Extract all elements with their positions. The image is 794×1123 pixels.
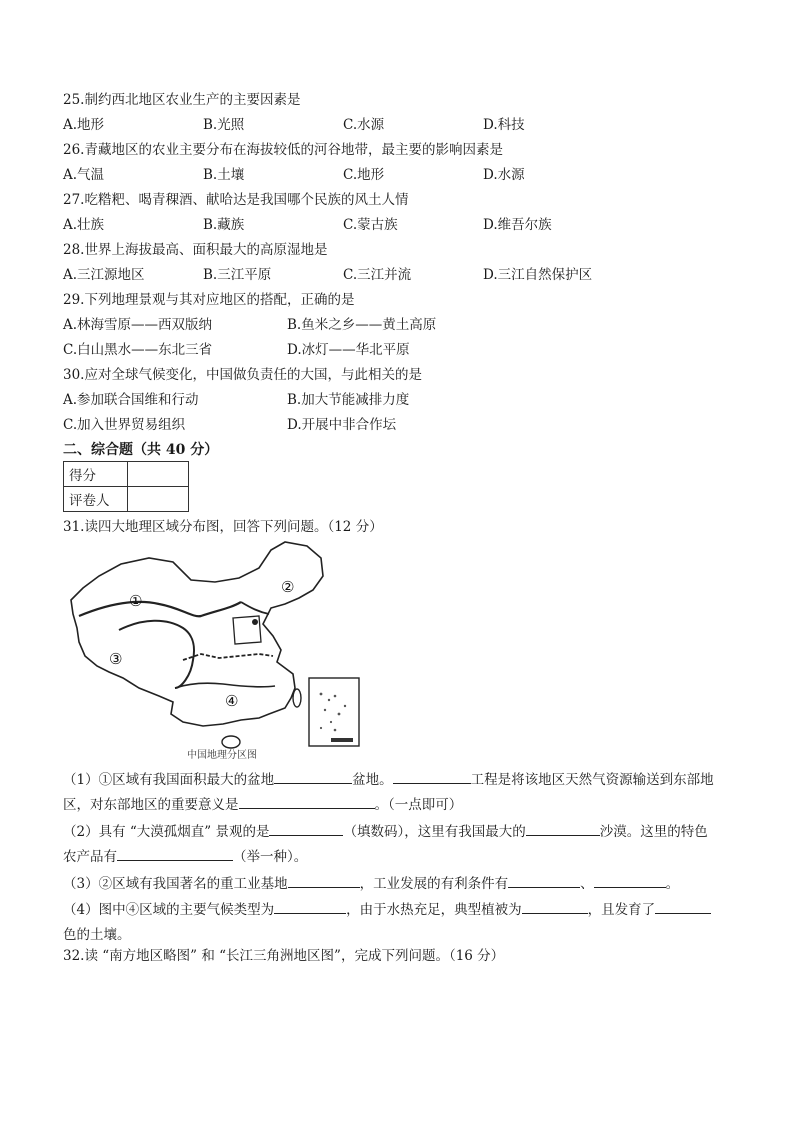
q31-p4-text-b: ，由于水热充足，典型植被为 <box>346 902 522 918</box>
q30-option-c: C.加入世界贸易组织 <box>63 417 186 433</box>
q31-part1 <box>63 768 733 818</box>
q29-option-d: D.冰灯——华北平原 <box>287 342 410 358</box>
q31-stem: 31.读四大地理区域分布图，回答下列问题。（12 分） <box>63 519 383 535</box>
q28-option-c: C.三江并流 <box>343 267 412 283</box>
q25-option-a: A.地形 <box>63 117 105 133</box>
grader-label: 评卷人 <box>64 487 128 512</box>
blank-product[interactable] <box>117 846 233 861</box>
q25-option-d: D.科技 <box>483 117 525 133</box>
q31-p2-text-d: 农产品有 <box>63 849 117 865</box>
q26-option-c: C.地形 <box>343 167 385 183</box>
q31-part3 <box>63 872 733 897</box>
q29-stem: 29.下列地理景观与其对应地区的搭配，正确的是 <box>63 292 355 308</box>
region-label-4: ④ <box>225 692 239 710</box>
blank-industrial-base[interactable] <box>288 873 360 888</box>
blank-significance[interactable] <box>239 794 375 809</box>
q26-option-b: B.土壤 <box>203 167 245 183</box>
hainan-island <box>222 736 240 748</box>
q31-p4-text-c: ，且发育了 <box>587 902 656 918</box>
q30-option-d: D.开展中非合作坛 <box>287 417 397 433</box>
q31-p3-text-a: （3）②区域有我国著名的重工业基地 <box>63 876 288 892</box>
q31-p1-text-a: （1）①区域有我国面积最大的盆地 <box>63 772 275 788</box>
blank-vegetation[interactable] <box>522 899 588 914</box>
q30-option-a: A.参加联合国维和行动 <box>63 392 199 408</box>
q31-p1-text-b: 盆地。 <box>352 772 393 788</box>
map-caption: 中国地理分区图 <box>187 750 257 761</box>
q31-p1-text-e: 。（一点即可） <box>374 797 463 813</box>
q27-option-d: D.维吾尔族 <box>483 217 552 233</box>
grader-cell <box>128 487 189 512</box>
score-table <box>63 461 189 512</box>
q25-option-b: B.光照 <box>203 117 245 133</box>
q29-option-c: C.白山黑水——东北三省 <box>63 342 213 358</box>
q25-option-c: C.水源 <box>343 117 385 133</box>
q31-p3-text-d: 。 <box>665 876 680 892</box>
beijing-marker <box>252 619 258 625</box>
score-cell <box>128 462 189 487</box>
section-heading: 二、综合题（共 40 分） <box>63 442 219 458</box>
taiwan-island <box>293 689 301 707</box>
q25-stem: 25.制约西北地区农业生产的主要因素是 <box>63 92 301 108</box>
q31-p1-text-d: 区，对东部地区的重要意义是 <box>63 797 239 813</box>
q31-p2-text-b: （填数码），这里有我国最大的 <box>343 824 526 840</box>
china-outline <box>71 542 323 726</box>
region-label-2: ② <box>281 578 295 596</box>
q27-option-b: B.藏族 <box>203 217 245 233</box>
q28-stem: 28.世界上海拔最高、面积最大的高原湿地是 <box>63 242 328 258</box>
region-label-1: ① <box>129 592 143 610</box>
blank-desert[interactable] <box>526 821 600 836</box>
q31-p2-text-e: （举一种）。 <box>233 849 308 865</box>
q31-p1-text-c: 工程是将该地区天然气资源输送到东部地 <box>470 772 714 788</box>
q30-option-b: B.加大节能减排力度 <box>287 392 410 408</box>
q31-p2-text-a: （2）具有 “大漠孤烟直” 景观的是 <box>63 824 270 840</box>
south-china-sea-inset <box>309 678 359 746</box>
q27-option-a: A.壮族 <box>63 217 105 233</box>
china-region-map <box>63 538 365 764</box>
q27-stem: 27.吃糌粑、喝青稞酒、献哈达是我国哪个民族的风土人情 <box>63 192 409 208</box>
blank-condition-2[interactable] <box>594 873 666 888</box>
q26-stem: 26.青藏地区的农业主要分布在海拔较低的河谷地带，最主要的影响因素是 <box>63 142 503 158</box>
q31-part4 <box>63 898 733 948</box>
q31-part2 <box>63 820 733 870</box>
q31-p4-text-a: （4）图中④区域的主要气候类型为 <box>63 902 275 918</box>
blank-basin[interactable] <box>274 769 352 784</box>
q28-option-d: D.三江自然保护区 <box>483 267 593 283</box>
score-label: 得分 <box>64 462 128 487</box>
blank-soil-color[interactable] <box>655 899 711 914</box>
q28-option-b: B.三江平原 <box>203 267 272 283</box>
blank-region-number[interactable] <box>269 821 343 836</box>
q29-option-a: A.林海雪原——西双版纳 <box>63 317 213 333</box>
inset-scale-bar <box>331 738 353 742</box>
q30-stem: 30.应对全球气候变化，中国做负责任的大国，与此相关的是 <box>63 367 422 383</box>
q31-p3-text-b: ，工业发展的有利条件有 <box>359 876 509 892</box>
region-label-3: ③ <box>109 650 123 668</box>
blank-condition-1[interactable] <box>508 873 580 888</box>
q31-p2-text-c: 沙漠。这里的特色 <box>599 824 708 840</box>
q29-option-b: B.鱼米之乡——黄土高原 <box>287 317 437 333</box>
q26-option-a: A.气温 <box>63 167 105 183</box>
q27-option-c: C.蒙古族 <box>343 217 398 233</box>
q28-option-a: A.三江源地区 <box>63 267 145 283</box>
blank-climate[interactable] <box>274 899 346 914</box>
q26-option-d: D.水源 <box>483 167 525 183</box>
q31-p3-text-c: 、 <box>580 876 594 892</box>
q31-p4-text-d: 色的土壤。 <box>63 927 131 943</box>
blank-project[interactable] <box>393 769 471 784</box>
q32-stem: 32.读 “南方地区略图” 和 “长江三角洲地区图”，完成下列问题。（16 分） <box>63 948 505 964</box>
